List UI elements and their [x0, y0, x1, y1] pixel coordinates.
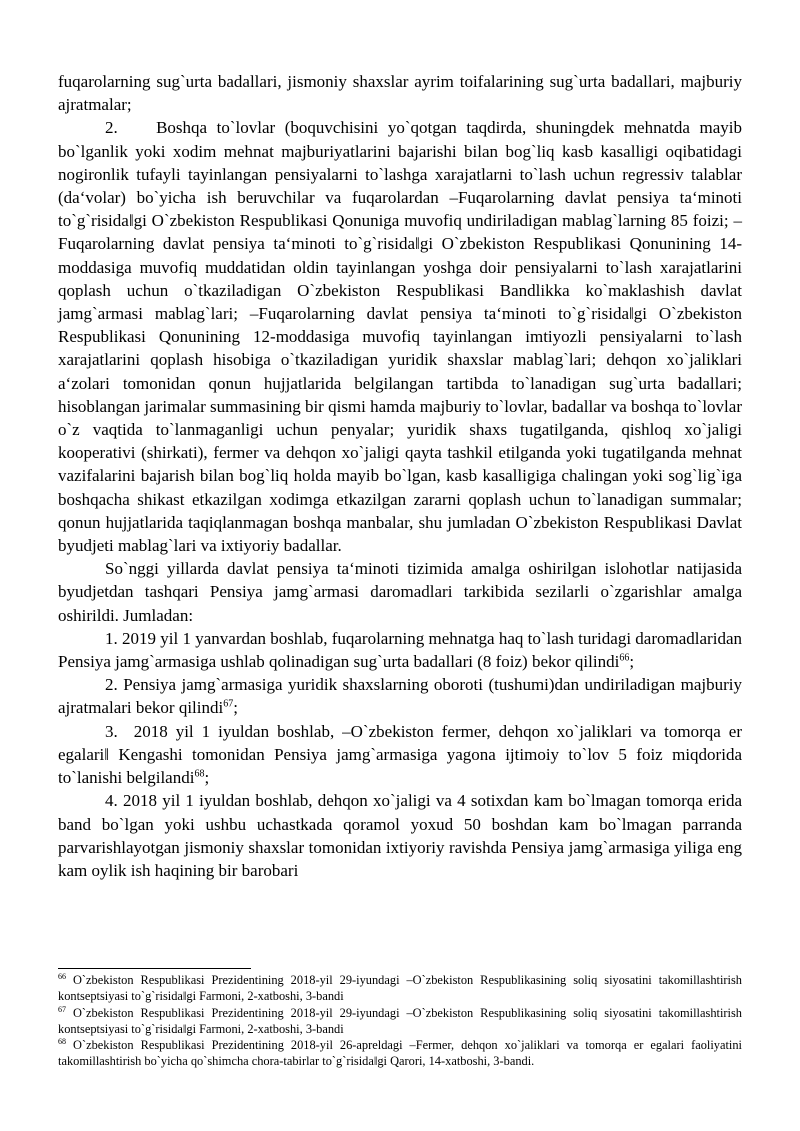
- footnote-ref-67[interactable]: 67: [223, 698, 234, 710]
- footnote-text: O`zbekiston Respublikasi Prezidentining 2018-yil 26-apreldagi –Fermer, dehqon xo`jaliklari va tomorqa er egalari faoliyatini takomillashtirish bo`yicha qo`shimcha chora-tabirlar to`g`risida‖gi Qarori, 14-xatboshi, 3-bandi.: [58, 1038, 742, 1069]
- footnote-66: [58, 972, 742, 1005]
- paragraph-text: 2. Pensiya jamg`armasiga yuridik shaxslarning oboroti (tushumi)dan undiriladigan majburiy ajratmalari bekor qilindi: [58, 675, 742, 718]
- footnotes: [58, 972, 742, 1070]
- paragraph-item-3: [58, 720, 742, 790]
- body-text: [58, 70, 742, 882]
- footnote-number: 66: [58, 971, 66, 981]
- paragraph-punct: ;: [233, 698, 238, 718]
- footnote-68: [58, 1037, 742, 1070]
- paragraph-punct: ;: [629, 652, 635, 672]
- footnote-67: [58, 1005, 742, 1038]
- paragraph-text: 4. 2018 yil 1 iyuldan boshlab, dehqon xo`jaligi va 4 sotixdan kam bo`lmagan tomorqa erida band bo`lgan yoki ushbu uchastkada qoramol yoxud 50 boshdan kam bo`lmagan parranda parvarishlayotgan jismoniy shaxslar tomonidan ixtiyoriy ravishda Pensiya jamg`armasiga yiliga eng kam oylik ish haqining bir barobari: [58, 791, 742, 880]
- footnote-text: O`zbekiston Respublikasi Prezidentining 2018-yil 29-iyundagi –O`zbekiston Respublikasining soliq siyosatini takomillashtirish kontseptsiyasi to`g`risida‖gi Farmoni, 2-xatboshi, 3-bandi: [58, 973, 742, 1004]
- paragraph-item-2: [58, 673, 742, 719]
- paragraph-text: So`nggi yillarda davlat pensiya ta‘minoti tizimida amalga oshirilgan islohotlar natijasida byudjetdan tashqari Pensiya jamg`armasi daromadlari tarkibida sezilarli o`zgarishlar amalga oshirildi. Jumladan:: [58, 559, 742, 625]
- footnote-number: 67: [58, 1004, 66, 1014]
- paragraph-other-payments: [58, 116, 742, 557]
- footnote-text: O`zbekiston Respublikasi Prezidentining 2018-yil 29-iyundagi –O`zbekiston Respublikasining soliq siyosatini takomillashtirish kontseptsiyasi to`g`risida‖gi Farmoni, 2-xatboshi, 3-bandi: [58, 1005, 742, 1036]
- paragraph-item-1: [58, 627, 742, 673]
- footnote-ref-66[interactable]: 66: [619, 652, 630, 664]
- paragraph-text: 3. 2018 yil 1 iyuldan boshlab, –O`zbekiston fermer, dehqon xo`jaliklari va tomorqa er egalari‖ Kengashi tomonidan Pensiya jamg`armasiga yagona ijtimoiy to`lov 5 foiz miqdorida to`lanishi belgilandi: [58, 721, 742, 788]
- footnote-number: 68: [58, 1037, 66, 1047]
- paragraph-item-4: [58, 789, 742, 882]
- footnote-separator: [58, 968, 251, 969]
- footnote-ref-68[interactable]: 68: [194, 768, 205, 780]
- paragraph-text: 2. Boshqa to`lovlar (boquvchisini yo`qotgan taqdirda, shuningdek mehnatda mayib bo`lganlik yoki xodim mehnat majburiyatlarini bajarishi bilan bog`liq kasb kasalligi oqibatidagi nogironlik tufayli tayinlangan pensiyalarni to`lashga xarajatlarni to`lash uchun regressiv talablar (da‘volar) bo`yicha ish beruvchilar va fuqarolardan –Fuqarolarning davlat pensiya ta‘minoti to`g`risida‖gi O`zbekiston Respublikasi Qonuniga muvofiq undiriladigan mablag`larning 85 foizi; –Fuqarolarning davlat pensiya ta‘minoti to`g`risida‖gi O`zbekiston Respublikasi Qonunining 14-moddasiga muvofiq muddatidan oldin tayinlangan yoshga doir pensiyalarni to`lash xarajatlarini qoplash uchun o`tkaziladigan O`zbekiston Respublikasi Bandlikka ko`maklashish davlat jamg`armasi mablag`lari; –Fuqarolarning davlat pensiya ta‘minoti to`g`risida‖gi O`zbekiston Respublikasi Qonunining 12-moddasiga muvofiq tayinlangan imtiyozli pensiyalarni to`lash xarajatlarini qoplash hisobiga o`tkaziladigan yuridik shaxslar mablag`lari; dehqon xo`jaliklari a‘zolari tomonidan qonun hujjatlarida belgilangan tartibda to`lanadigan sug`urta badallari; hisoblangan jarimalar summasining bir qismi hamda majburiy to`lovlar, badallar va boshqa to`lovlar o`z vaqtida to`lanmaganligi uchun penyalar; yuridik shaxs tugatilganda, qishloq xo`jaligi kooperativi (shirkati), fermer va dehqon xo`jaligi qayta tashkil etilganda yoki tugatilganda mehnat vazifalarini bajarish bilan bog`liq holda mayib bo`lgan, kasb kasalligiga chalingan yoki sog`lig`iga boshqacha shikast etkazilgan xodimga etkazilgan zararni qoplash uchun to`lanadigan summalar; qonun hujjatlarida taqiqlanmagan boshqa manbalar, shu jumladan O`zbekiston Respublikasi Davlat byudjeti mablag`lari va ixtiyoriy badallar.: [58, 118, 742, 556]
- paragraph-continuation: [58, 70, 742, 116]
- paragraph-reforms-intro: [58, 557, 742, 627]
- paragraph-text: fuqarolarning sug`urta badallari, jismoniy shaxslar ayrim toifalarining sug`urta badallari, majburiy ajratmalar;: [58, 72, 742, 115]
- paragraph-text: 1. 2019 yil 1 yanvardan boshlab, fuqarolarning mehnatga haq to`lash turidagi daromadlaridan Pensiya jamg`armasiga ushlab qolinadigan sug`urta badallari (8 foiz) bekor qilindi: [58, 628, 742, 672]
- paragraph-punct: ;: [204, 768, 210, 788]
